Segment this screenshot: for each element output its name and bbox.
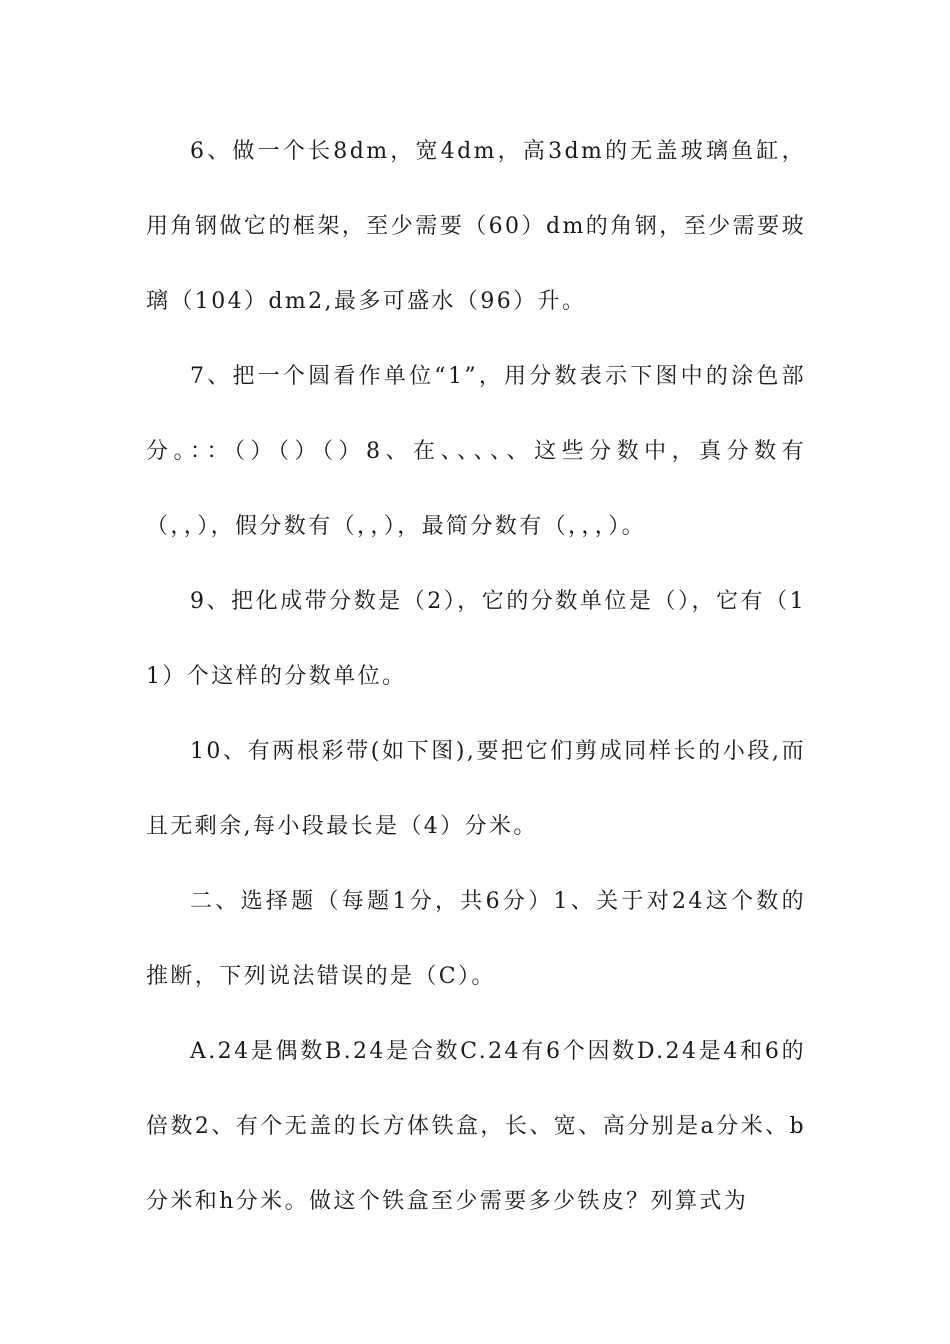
paragraph-question-10: 10、有两根彩带(如下图),要把它们剪成同样长的小段,而且无剩余,每小段最长是（4）分米。 — [146, 739, 806, 839]
document-body — [146, 114, 806, 1239]
paragraph-question-7-8: 7、把一个圆看作单位“1”，用分数表示下图中的涂色部分。：：（）（）（）8、在、、、、、这些分数中，真分数有（，，），假分数有（，，），最简分数有（，，，）。 — [146, 364, 806, 539]
paragraph-section-2-question-1: 二、选择题（每题1分，共6分）1、关于对24这个数的推断，下列说法错误的是（C）。 — [146, 889, 806, 989]
paragraph-question-6: 6、做一个长8dm，宽4dm，高3dm的无盖玻璃鱼缸，用角钢做它的框架，至少需要（60）dm的角钢，至少需要玻璃（104）dm2,最多可盛水（96）升。 — [146, 139, 806, 314]
paragraph-options-and-question-2: A.24是偶数B.24是合数C.24有6个因数D.24是4和6的倍数2、有个无盖的长方体铁盒，长、宽、高分别是a分米、b分米和h分米。做这个铁盒至少需要多少铁皮？列算式为 — [146, 1039, 806, 1214]
paragraph-question-9: 9、把化成带分数是（2），它的分数单位是（），它有（11）个这样的分数单位。 — [146, 589, 806, 689]
